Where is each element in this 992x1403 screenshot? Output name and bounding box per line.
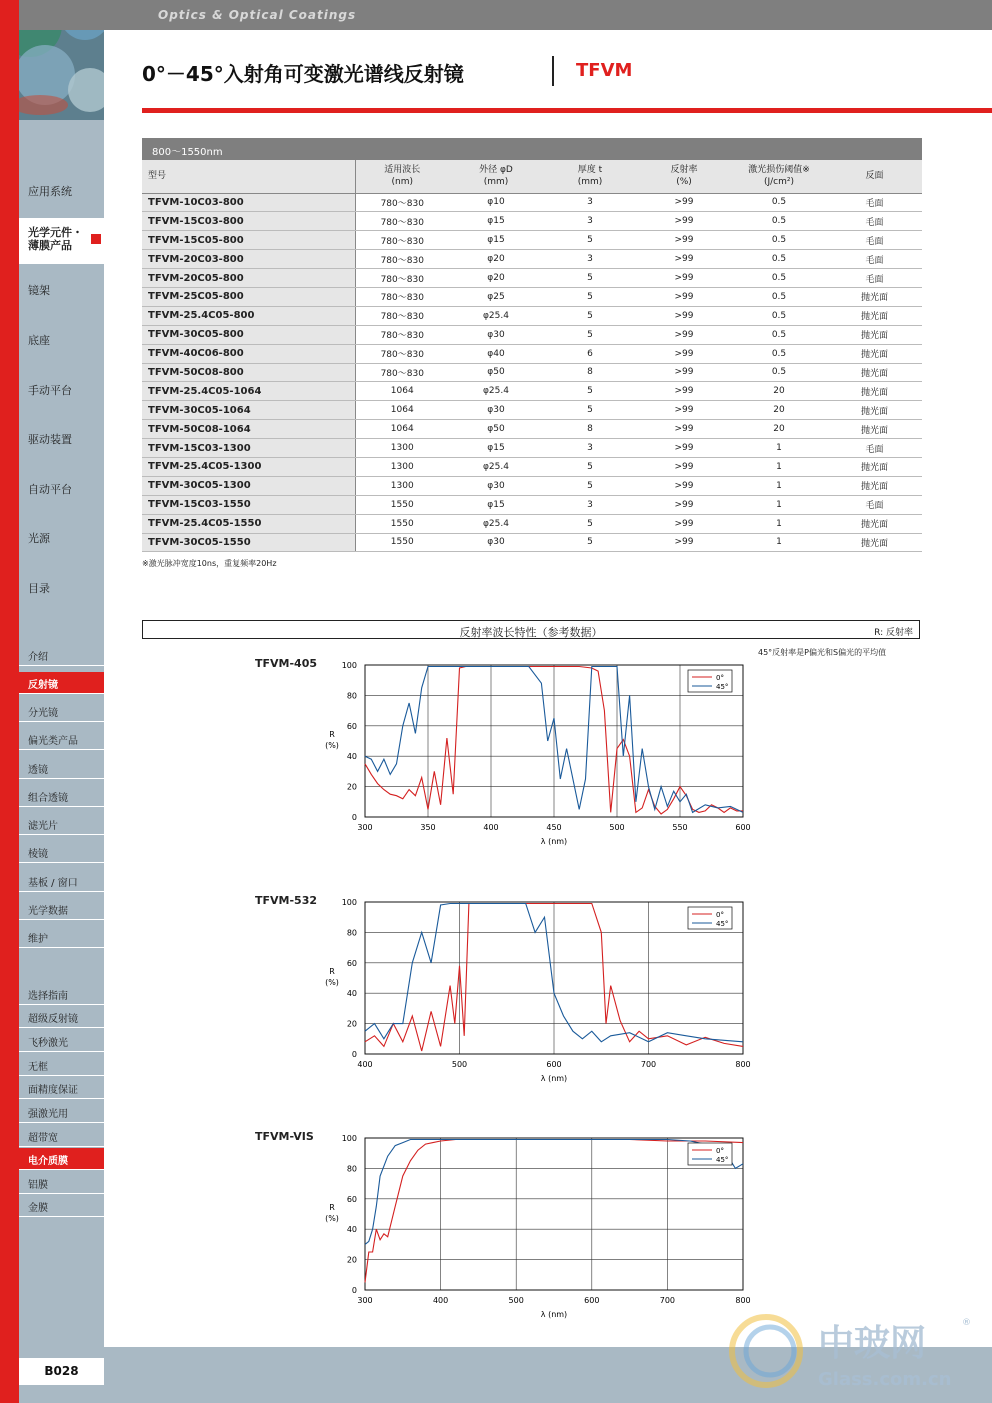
table-row [142, 514, 922, 533]
cell-reflectance: >99 [637, 325, 731, 344]
chart-tfvm-vis [310, 1128, 760, 1323]
x-tick-label: 400 [483, 823, 499, 832]
cell-wavelength: 1300 [355, 439, 449, 458]
cell-model: TFVM-30C05-800 [142, 325, 355, 344]
cell-diameter: φ30 [449, 533, 543, 552]
y-tick-label: 40 [346, 1225, 357, 1235]
cell-wavelength: 780〜830 [355, 306, 449, 325]
cell-model: TFVM-50C08-800 [142, 363, 355, 382]
chart-title-532: TFVM-532 [255, 894, 318, 907]
x-tick-label: 550 [672, 823, 688, 832]
table-footnote: ※激光脉冲宽度10ns，重复频率20Hz [142, 559, 277, 568]
spec-table [142, 160, 922, 552]
band-text: Optics & Optical Coatings [158, 8, 357, 22]
x-tick-label: 600 [584, 1296, 600, 1305]
nav-sub2-high-power[interactable]: 强激光用 [19, 1101, 104, 1123]
nav-sub-prisms[interactable]: 棱镜 [19, 841, 104, 863]
cell-model: TFVM-15C03-800 [142, 212, 355, 231]
table-row [142, 250, 922, 269]
cell-model: TFVM-25.4C05-1300 [142, 457, 355, 476]
cell-diameter: φ25.4 [449, 457, 543, 476]
cell-back-surface: 抛光面 [827, 420, 922, 439]
cell-back-surface: 抛光面 [827, 457, 922, 476]
table-row [142, 439, 922, 458]
cell-back-surface: 抛光面 [827, 306, 922, 325]
cell-thickness: 3 [543, 250, 637, 269]
cell-back-surface: 抛光面 [827, 401, 922, 420]
cell-damage-threshold: 0.5 [731, 344, 827, 363]
x-tick-label: 400 [432, 1296, 449, 1305]
x-axis-label: λ (nm) [540, 1310, 568, 1319]
cell-damage-threshold: 0.5 [731, 306, 827, 325]
nav-item-catalog[interactable]: 目录 [28, 582, 50, 595]
cell-wavelength: 780〜830 [355, 325, 449, 344]
nav-sub2-frameless[interactable]: 无框 [19, 1054, 104, 1076]
cell-model: TFVM-15C05-800 [142, 231, 355, 250]
cell-diameter: φ50 [449, 363, 543, 382]
cell-wavelength: 1064 [355, 420, 449, 439]
cell-reflectance: >99 [637, 269, 731, 288]
cell-back-surface: 抛光面 [827, 382, 922, 401]
cell-back-surface: 抛光面 [827, 514, 922, 533]
series-line-1 [365, 1140, 743, 1245]
chart-title-405: TFVM-405 [255, 657, 318, 670]
y-tick-label: 100 [341, 661, 357, 670]
cell-back-surface: 抛光面 [827, 287, 922, 306]
cell-damage-threshold: 20 [731, 420, 827, 439]
cell-model: TFVM-30C05-1064 [142, 401, 355, 420]
cell-diameter: φ20 [449, 250, 543, 269]
cell-diameter: φ10 [449, 193, 543, 212]
page-title: 0°－45°入射角可变激光谱线反射镜 [142, 62, 464, 86]
cell-reflectance: >99 [637, 476, 731, 495]
nav-sub2-super-mirror[interactable]: 超级反射镜 [19, 1006, 104, 1028]
cell-thickness: 5 [543, 514, 637, 533]
title-divider [552, 56, 554, 86]
cell-damage-threshold: 20 [731, 401, 827, 420]
cell-model: TFVM-30C05-1550 [142, 533, 355, 552]
x-tick-label: 400 [357, 1060, 373, 1069]
cell-wavelength: 1550 [355, 533, 449, 552]
cell-thickness: 3 [543, 193, 637, 212]
nav-sub2-dielectric[interactable]: 电介质膜 [19, 1148, 104, 1170]
cell-back-surface: 毛面 [827, 212, 922, 231]
cell-model: TFVM-20C05-800 [142, 269, 355, 288]
cell-diameter: φ50 [449, 420, 543, 439]
cell-damage-threshold: 1 [731, 439, 827, 458]
cell-damage-threshold: 0.5 [731, 212, 827, 231]
chart-tfvm-532 [310, 892, 760, 1087]
y-tick-label: 40 [346, 752, 357, 762]
nav-sub2-aluminum[interactable]: 铝膜 [19, 1172, 104, 1194]
y-tick-label: 0 [351, 1050, 357, 1059]
cell-thickness: 3 [543, 439, 637, 458]
cell-diameter: φ15 [449, 231, 543, 250]
legend-label: 0° [716, 674, 724, 682]
cell-damage-threshold: 0.5 [731, 250, 827, 269]
cell-damage-threshold: 0.5 [731, 287, 827, 306]
cell-thickness: 3 [543, 495, 637, 514]
cell-diameter: φ25.4 [449, 306, 543, 325]
graphs-title: 反射率波长特性（参考数据） [459, 626, 603, 639]
x-tick-label: 350 [420, 823, 436, 832]
cell-thickness: 5 [543, 269, 637, 288]
reflectance-note: R: 反射率 [874, 628, 913, 638]
col-header-back-surface: 反面 [827, 160, 922, 193]
table-row [142, 344, 922, 363]
cell-wavelength: 1064 [355, 382, 449, 401]
cell-diameter: φ15 [449, 439, 543, 458]
cell-thickness: 5 [543, 382, 637, 401]
cell-wavelength: 780〜830 [355, 250, 449, 269]
y-tick-label: 100 [341, 1134, 357, 1143]
cell-damage-threshold: 1 [731, 533, 827, 552]
y-tick-label: 60 [346, 1194, 357, 1204]
red-margin-line [0, 0, 19, 1403]
cell-thickness: 5 [543, 457, 637, 476]
x-tick-label: 800 [735, 1296, 751, 1305]
x-tick-label: 700 [640, 1060, 657, 1069]
series-line-0 [365, 1140, 743, 1283]
cell-thickness: 5 [543, 401, 637, 420]
table-row [142, 382, 922, 401]
nav-sub-polarizers[interactable]: 偏光类产品 [19, 728, 104, 750]
nav-item-light-sources[interactable]: 光源 [28, 532, 50, 545]
product-code: TFVM [576, 60, 633, 81]
cell-wavelength: 780〜830 [355, 231, 449, 250]
y-tick-label: 80 [346, 691, 357, 701]
nav-item-optics[interactable]: 光学元件・ 薄膜产品 [28, 226, 83, 252]
nav-item-bases[interactable]: 底座 [28, 334, 50, 347]
cell-back-surface: 抛光面 [827, 476, 922, 495]
x-tick-label: 500 [508, 1296, 524, 1305]
top-band [0, 0, 992, 30]
cell-damage-threshold: 1 [731, 476, 827, 495]
x-axis-label: λ (nm) [540, 1074, 568, 1083]
cell-wavelength: 1550 [355, 514, 449, 533]
cell-diameter: φ30 [449, 325, 543, 344]
table-row [142, 476, 922, 495]
y-tick-label: 60 [346, 721, 357, 731]
x-tick-label: 600 [546, 1060, 562, 1069]
nav-item-mounts[interactable]: 镜架 [28, 284, 50, 297]
y-tick-label: 0 [351, 1286, 357, 1295]
cell-wavelength: 780〜830 [355, 287, 449, 306]
x-tick-label: 300 [357, 823, 373, 832]
cell-back-surface: 毛面 [827, 269, 922, 288]
nav-item-applications[interactable]: 应用系统 [28, 185, 72, 198]
cell-thickness: 5 [543, 533, 637, 552]
y-axis-label: R (%) [325, 730, 339, 750]
cell-wavelength: 780〜830 [355, 363, 449, 382]
cell-wavelength: 1300 [355, 457, 449, 476]
cell-back-surface: 抛光面 [827, 344, 922, 363]
nav-item-drives[interactable]: 驱动装置 [28, 433, 72, 446]
col-header-model: 型号 [142, 160, 355, 193]
nav-sub2-gold[interactable]: 金膜 [19, 1195, 104, 1217]
cell-model: TFVM-15C03-1300 [142, 439, 355, 458]
y-tick-label: 0 [351, 813, 357, 822]
cell-thickness: 3 [543, 212, 637, 231]
y-tick-label: 20 [346, 1019, 357, 1029]
cell-model: TFVM-10C03-800 [142, 193, 355, 212]
x-tick-label: 300 [357, 1296, 373, 1305]
x-tick-label: 600 [735, 823, 751, 832]
cell-wavelength: 780〜830 [355, 344, 449, 363]
x-tick-label: 800 [735, 1060, 751, 1069]
cell-back-surface: 毛面 [827, 495, 922, 514]
cell-damage-threshold: 0.5 [731, 269, 827, 288]
cell-diameter: φ40 [449, 344, 543, 363]
legend-label: 0° [716, 911, 724, 919]
logo-text-en: Glass.com.cn [818, 1369, 952, 1390]
svg-text:®: ® [962, 1318, 971, 1328]
table-row [142, 401, 922, 420]
page-number: B028 [19, 1358, 104, 1385]
nav-sub-substrates[interactable]: 基板 / 窗口 [19, 870, 104, 892]
cell-reflectance: >99 [637, 382, 731, 401]
cell-back-surface: 抛光面 [827, 533, 922, 552]
cell-wavelength: 780〜830 [355, 269, 449, 288]
cell-reflectance: >99 [637, 287, 731, 306]
chart-tfvm-405 [310, 655, 760, 850]
table-row [142, 325, 922, 344]
col-header-damage-threshold: 激光损伤阈值※ (J/cm²) [731, 160, 827, 193]
nav-sub2-femtosecond[interactable]: 飞秒激光 [19, 1030, 104, 1052]
cell-diameter: φ15 [449, 495, 543, 514]
table-body [142, 193, 922, 552]
nav-sub-optical-data[interactable]: 光学数据 [19, 898, 104, 920]
y-tick-label: 60 [346, 958, 357, 968]
cell-model: TFVM-50C08-1064 [142, 420, 355, 439]
cell-back-surface: 抛光面 [827, 363, 922, 382]
cell-reflectance: >99 [637, 457, 731, 476]
cell-thickness: 5 [543, 287, 637, 306]
cell-damage-threshold: 0.5 [731, 325, 827, 344]
cell-model: TFVM-25C05-800 [142, 287, 355, 306]
col-header-wavelength: 适用波长 (nm) [355, 160, 449, 193]
cell-wavelength: 780〜830 [355, 193, 449, 212]
chart-title-vis: TFVM-VIS [255, 1130, 314, 1143]
table-header-row [142, 160, 922, 193]
y-tick-label: 20 [346, 1255, 357, 1265]
cell-reflectance: >99 [637, 250, 731, 269]
nav-active-marker [91, 234, 101, 244]
cell-damage-threshold: 0.5 [731, 363, 827, 382]
cell-damage-threshold: 1 [731, 457, 827, 476]
cell-thickness: 6 [543, 344, 637, 363]
logo-text-cn: 中玻网 [818, 1323, 927, 1364]
y-tick-label: 100 [341, 898, 357, 907]
title-rule [142, 108, 992, 113]
cell-diameter: φ15 [449, 212, 543, 231]
legend-label: 0° [716, 1147, 724, 1155]
nav-sub-intro[interactable]: 介绍 [19, 644, 104, 666]
cell-back-surface: 毛面 [827, 250, 922, 269]
y-axis-label: R (%) [325, 1203, 339, 1223]
cell-reflectance: >99 [637, 212, 731, 231]
plot-frame [365, 1138, 743, 1290]
cell-back-surface: 毛面 [827, 231, 922, 250]
cell-thickness: 5 [543, 231, 637, 250]
cell-diameter: φ25.4 [449, 514, 543, 533]
cell-model: TFVM-40C06-800 [142, 344, 355, 363]
nav-sub-lens-assemblies[interactable]: 组合透镜 [19, 785, 104, 807]
y-tick-label: 80 [346, 1164, 357, 1174]
legend-label: 45° [716, 1156, 729, 1164]
col-header-thickness: 厚度 t (mm) [543, 160, 637, 193]
table-row [142, 363, 922, 382]
cell-wavelength: 780〜830 [355, 212, 449, 231]
cell-thickness: 5 [543, 325, 637, 344]
table-row [142, 420, 922, 439]
legend-label: 45° [716, 683, 729, 691]
table-row [142, 212, 922, 231]
average-note: 45°反射率是P偏光和S偏光的平均值 [758, 648, 887, 657]
y-tick-label: 20 [346, 782, 357, 792]
cell-wavelength: 1550 [355, 495, 449, 514]
logo-graphic [726, 1313, 976, 1393]
nav-sub2-flatness[interactable]: 面精度保证 [19, 1077, 104, 1099]
cell-model: TFVM-30C05-1300 [142, 476, 355, 495]
nav-sub2-broadband[interactable]: 超带宽 [19, 1125, 104, 1147]
nav-sub-maintenance[interactable]: 维护 [19, 926, 104, 948]
cell-reflectance: >99 [637, 363, 731, 382]
cell-thickness: 8 [543, 363, 637, 382]
col-header-reflectance: 反射率 (%) [637, 160, 731, 193]
nav-sub-lenses[interactable]: 透镜 [19, 757, 104, 779]
cell-wavelength: 1300 [355, 476, 449, 495]
legend-label: 45° [716, 920, 729, 928]
cell-diameter: φ25.4 [449, 382, 543, 401]
cell-reflectance: >99 [637, 344, 731, 363]
cell-reflectance: >99 [637, 495, 731, 514]
graphs-header [142, 620, 920, 639]
cell-damage-threshold: 0.5 [731, 193, 827, 212]
col-header-diameter: 外径 φD (mm) [449, 160, 543, 193]
cell-model: TFVM-25.4C05-1550 [142, 514, 355, 533]
cell-damage-threshold: 1 [731, 495, 827, 514]
table-row [142, 269, 922, 288]
cell-model: TFVM-25.4C05-800 [142, 306, 355, 325]
cell-model: TFVM-15C03-1550 [142, 495, 355, 514]
cell-damage-threshold: 0.5 [731, 231, 827, 250]
cell-reflectance: >99 [637, 401, 731, 420]
nav-sub-filters[interactable]: 滤光片 [19, 813, 104, 835]
table-row [142, 306, 922, 325]
x-tick-label: 700 [659, 1296, 676, 1305]
cell-wavelength: 1064 [355, 401, 449, 420]
cell-damage-threshold: 20 [731, 382, 827, 401]
cell-diameter: φ30 [449, 401, 543, 420]
cell-reflectance: >99 [637, 231, 731, 250]
y-axis-label: R (%) [325, 967, 339, 987]
cell-thickness: 5 [543, 306, 637, 325]
cell-reflectance: >99 [637, 533, 731, 552]
cell-diameter: φ20 [449, 269, 543, 288]
table-row [142, 533, 922, 552]
watermark-logo [726, 1313, 976, 1393]
x-tick-label: 500 [609, 823, 625, 832]
table-row [142, 457, 922, 476]
nav-sub-beamsplitters[interactable]: 分光镜 [19, 700, 104, 722]
cell-reflectance: >99 [637, 193, 731, 212]
x-tick-label: 450 [546, 823, 562, 832]
cell-thickness: 8 [543, 420, 637, 439]
cell-model: TFVM-25.4C05-1064 [142, 382, 355, 401]
y-tick-label: 80 [346, 928, 357, 938]
cell-back-surface: 抛光面 [827, 325, 922, 344]
cell-diameter: φ30 [449, 476, 543, 495]
cell-reflectance: >99 [637, 439, 731, 458]
cell-diameter: φ25 [449, 287, 543, 306]
y-tick-label: 40 [346, 989, 357, 999]
nav-item-manual-stages[interactable]: 手动平台 [28, 384, 72, 397]
cell-reflectance: >99 [637, 514, 731, 533]
cell-model: TFVM-20C03-800 [142, 250, 355, 269]
spec-table-section [142, 138, 922, 552]
wavelength-range-bar: 800〜1550nm [142, 138, 922, 160]
table-row [142, 231, 922, 250]
cell-back-surface: 毛面 [827, 193, 922, 212]
cell-back-surface: 毛面 [827, 439, 922, 458]
cell-reflectance: >99 [637, 306, 731, 325]
nav-sub-mirrors[interactable]: 反射镜 [19, 672, 104, 694]
table-row [142, 495, 922, 514]
cell-damage-threshold: 1 [731, 514, 827, 533]
nav-sub2-guide[interactable]: 选择指南 [19, 983, 104, 1005]
x-axis-label: λ (nm) [540, 837, 568, 846]
x-tick-label: 500 [451, 1060, 468, 1069]
nav-item-auto-stages[interactable]: 自动平台 [28, 483, 72, 496]
table-row [142, 193, 922, 212]
cell-reflectance: >99 [637, 420, 731, 439]
cell-thickness: 5 [543, 476, 637, 495]
table-row [142, 287, 922, 306]
